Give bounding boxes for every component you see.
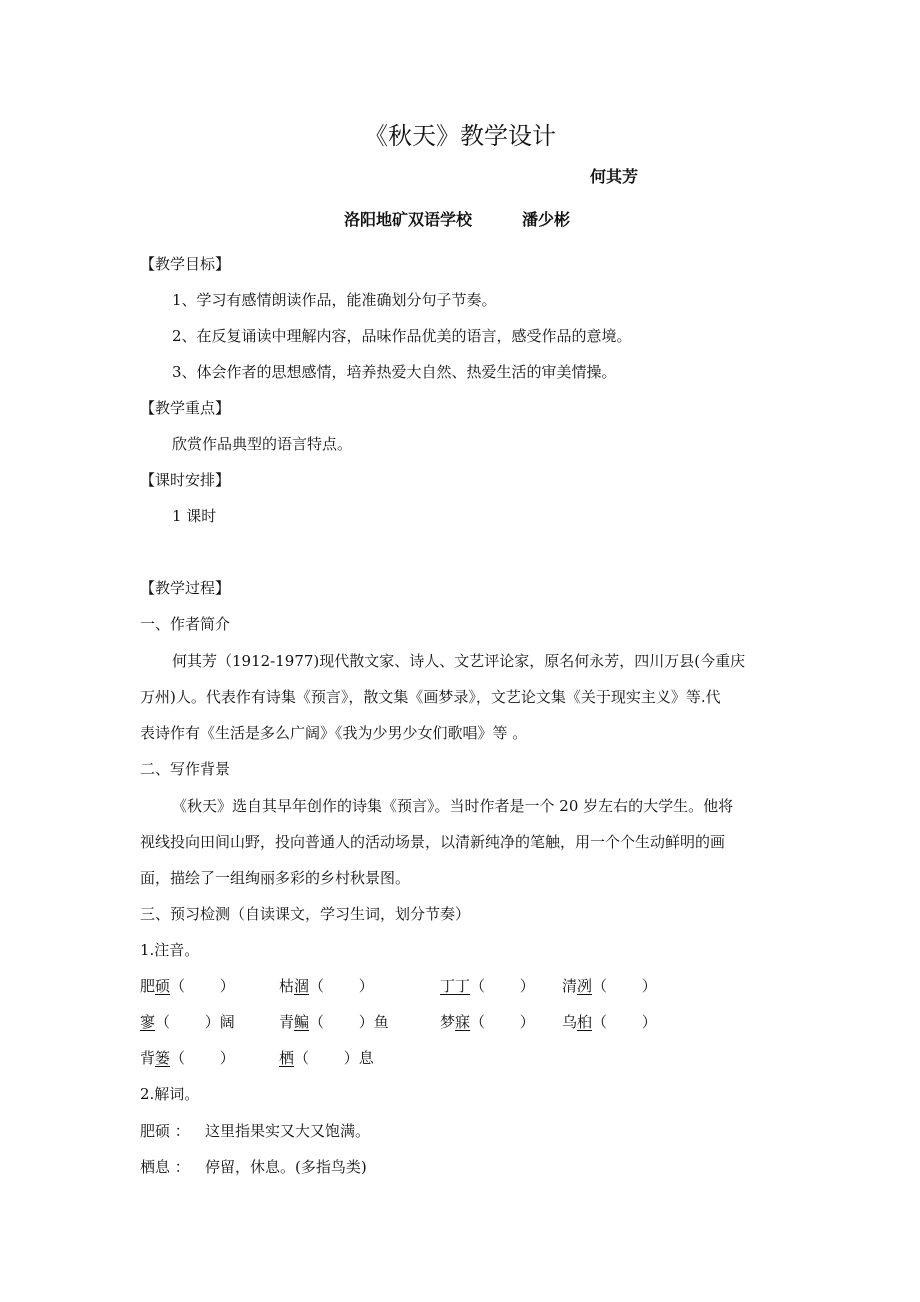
vocab-title: 2.解词。 bbox=[140, 1085, 200, 1103]
goal-item: 3、体会作者的思想感情，培养热爱大自然、热爱生活的审美情操。 bbox=[172, 363, 617, 381]
pinyin-item: 背篓（ ） bbox=[140, 1049, 235, 1067]
author-intro-line: 万州)人。代表作有诗集《预言》，散文集《画梦录》，文艺论文集《关于现实主义》等.代 bbox=[140, 688, 721, 706]
background-line: 视线投向田间山野，投向普通人的活动场景，以清新纯净的笔触，用一个个生动鲜明的画 bbox=[140, 833, 726, 851]
goals-heading: 【教学目标】 bbox=[140, 255, 231, 273]
section-title: 二、写作背景 bbox=[140, 760, 231, 778]
pinyin-item: 寥（ ）阔 bbox=[140, 1013, 235, 1031]
vocab-word: 肥硕 ： bbox=[140, 1122, 190, 1140]
vocab-definition: 停留，休息。(多指鸟类) bbox=[205, 1158, 367, 1176]
pinyin-item: 肥硕（ ） bbox=[140, 977, 235, 995]
pinyin-title: 1.注音。 bbox=[140, 941, 200, 959]
background-line: 《秋天》选自其早年创作的诗集《预言》。当时作者是一个 20 岁左右的大学生。他将 bbox=[172, 797, 734, 815]
pinyin-item: 梦寐（ ） bbox=[440, 1013, 535, 1031]
pinyin-item: 清冽（ ） bbox=[562, 977, 657, 995]
vocab-word: 栖息 ： bbox=[140, 1158, 190, 1176]
teacher-name: 潘少彬 bbox=[522, 210, 571, 229]
vocab-definition: 这里指果实又大又饱满。 bbox=[205, 1122, 371, 1140]
author-intro-line: 何其芳（1912-1977)现代散文家、诗人、文艺评论家，原名何永芳，四川万县(今重庆 bbox=[172, 652, 746, 670]
pinyin-item: 栖（ ）息 bbox=[279, 1049, 374, 1067]
goal-item: 1、学习有感情朗读作品，能准确划分句子节奏。 bbox=[172, 291, 497, 309]
schedule-heading: 【课时安排】 bbox=[140, 471, 231, 489]
author-intro-line: 表诗作有《生活是多么广阔》《我为少男少女们歌唱》等 。 bbox=[140, 724, 528, 742]
schedule-text: 1 课时 bbox=[172, 507, 217, 525]
focus-heading: 【教学重点】 bbox=[140, 399, 231, 417]
process-heading: 【教学过程】 bbox=[140, 579, 231, 597]
section-title: 三、预习检测（自读课文，学习生词，划分节奏） bbox=[140, 905, 471, 923]
section-title: 一、作者简介 bbox=[140, 615, 231, 633]
school-name: 洛阳地矿双语学校 bbox=[344, 210, 473, 229]
pinyin-item: 枯涸（ ） bbox=[279, 977, 374, 995]
page-title: 《秋天》教学设计 bbox=[364, 122, 556, 150]
pinyin-item: 青鳊（ ）鱼 bbox=[279, 1013, 389, 1031]
goal-item: 2、在反复诵读中理解内容，品味作品优美的语言，感受作品的意境。 bbox=[172, 327, 632, 345]
focus-text: 欣赏作品典型的语言特点。 bbox=[172, 435, 353, 453]
author-name: 何其芳 bbox=[590, 167, 639, 186]
pinyin-item: 丁丁（ ） bbox=[440, 977, 535, 995]
background-line: 面，描绘了一组绚丽多彩的乡村秋景图。 bbox=[140, 869, 411, 887]
pinyin-item: 乌桕（ ） bbox=[562, 1013, 657, 1031]
